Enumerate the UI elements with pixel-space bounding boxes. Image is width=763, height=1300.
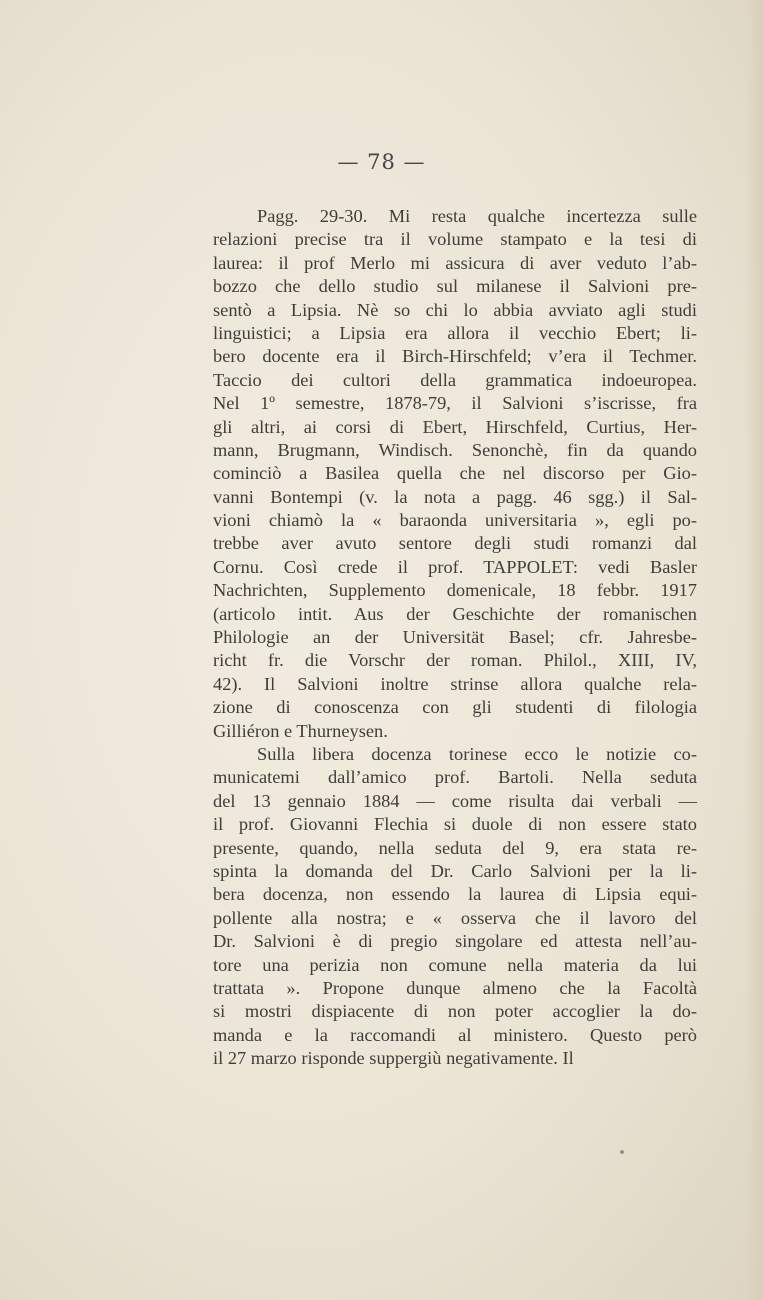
text-line: bero docente era il Birch-Hirschfeld; v’era il Techmer. <box>213 346 697 367</box>
text-line: municatemi dall’amico prof. Bartoli. Nella seduta <box>213 767 697 788</box>
text-line: pollente alla nostra; e « osserva che il lavoro del <box>213 907 697 928</box>
text-line: spinta la domanda del Dr. Carlo Salvioni per la li- <box>213 860 697 881</box>
text-line: 42). Il Salvioni inoltre strinse allora qualche rela- <box>213 673 697 694</box>
text-line: trattata ». Propone dunque almeno che la Facoltà <box>213 977 697 998</box>
text-line: zione di conoscenza con gli studenti di filologia <box>213 697 697 718</box>
text-line: presente, quando, nella seduta del 9, era stata re- <box>213 837 697 858</box>
text-line: Philologie an der Universität Basel; cfr. Jahresbe- <box>213 627 697 648</box>
text-line: cominciò a Basilea quella che nel discorso per Gio- <box>213 463 697 484</box>
text-line: richt fr. die Vorschr der roman. Philol., XIII, IV, <box>213 650 697 671</box>
text-line: Nel 1º semestre, 1878-79, il Salvioni s’iscrisse, fra <box>213 393 697 414</box>
text-line: Pagg. 29-30. Mi resta qualche incertezza sulle <box>257 206 697 226</box>
text-line: bera docenza, non essendo la laurea di Lipsia equi- <box>213 884 697 905</box>
text-line: il prof. Giovanni Flechia si duole di non essere stato <box>213 814 697 835</box>
text-line: vanni Bontempi (v. la nota a pagg. 46 sgg.) il Sal- <box>213 486 697 507</box>
text-line: relazioni precise tra il volume stampato e la tesi di <box>213 229 697 250</box>
paper-speck <box>620 1150 624 1154</box>
page-number: — 78 — <box>337 150 426 174</box>
page-edge-shadow <box>745 0 763 1300</box>
text-line: tore una perizia non comune nella materia da lui <box>213 954 697 975</box>
text-line: sentò a Lipsia. Nè so chi lo abbia avviato agli studi <box>213 299 697 320</box>
text-line: Cornu. Così crede il prof. TAPPOLET: vedi Basler <box>213 556 697 577</box>
text-line: gli altri, ai corsi di Ebert, Hirschfeld, Curtius, Her- <box>213 416 697 437</box>
text-line: mann, Brugmann, Windisch. Senonchè, fin da quando <box>213 439 697 460</box>
text-line: trebbe aver avuto sentore degli studi romanzi dal <box>213 533 697 554</box>
text-line: il 27 marzo risponde suppergiù negativamente. Il <box>213 1048 574 1069</box>
paragraph <box>213 743 697 1070</box>
text-line: Dr. Salvioni è di pregio singolare ed attesta nell’au- <box>213 931 697 952</box>
body-text <box>213 205 697 1070</box>
text-line: manda e la raccomandi al ministero. Questo però <box>213 1024 697 1045</box>
text-line: Nachrichten, Supplemento domenicale, 18 febbr. 1917 <box>213 580 697 601</box>
text-line: Gilliéron e Thurneysen. <box>213 720 388 741</box>
text-line: Sulla libera docenza torinese ecco le notizie co- <box>257 743 697 764</box>
text-line: Taccio dei cultori della grammatica indoeuropea. <box>213 369 697 390</box>
paragraph <box>213 205 697 743</box>
text-line: vioni chiamò la « baraonda universitaria », egli po- <box>213 510 697 531</box>
text-line: laurea: il prof Merlo mi assicura di aver veduto l’ab- <box>213 252 697 273</box>
text-line: (articolo intit. Aus der Geschichte der romanischen <box>213 603 697 624</box>
text-line: si mostri dispiacente di non poter accoglier la do- <box>213 1001 697 1022</box>
text-line: linguistici; a Lipsia era allora il vecchio Ebert; li- <box>213 322 697 343</box>
text-line: bozzo che dello studio sul milanese il Salvioni pre- <box>213 276 697 297</box>
text-line: del 13 gennaio 1884 — come risulta dai verbali — <box>213 790 697 811</box>
